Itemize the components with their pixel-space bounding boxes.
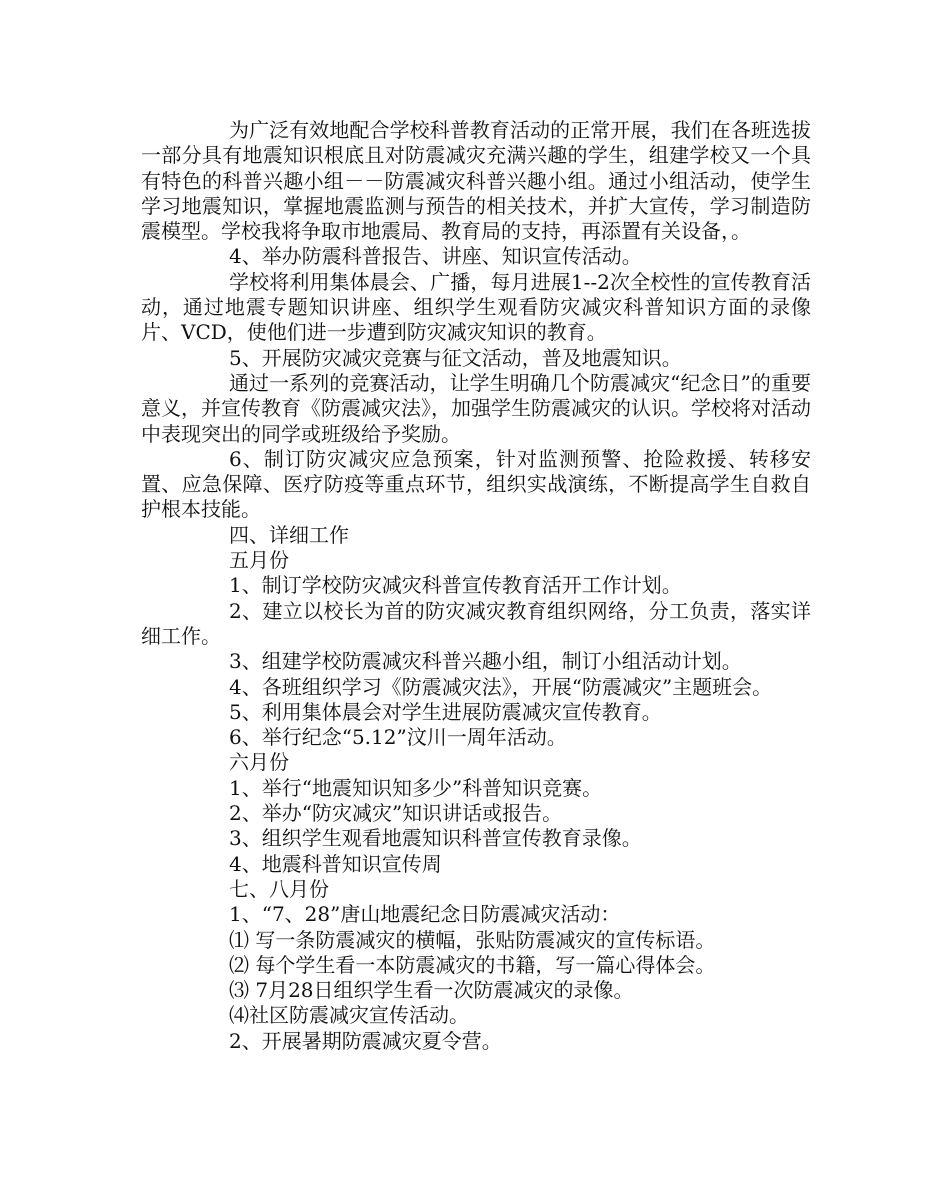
paragraph-3: 学校将利用集体晨会、广播，每月进展1--2次全校性的宣传教育活动，通过地震专题知识讲座、组织学生观看防灾减灾科普知识方面的录像片、VCD，使他们进一步遭到防灾减灾知识的教育。 bbox=[141, 269, 811, 345]
may-item-3: 3、组建学校防震减灾科普兴趣小组，制订小组活动计划。 bbox=[229, 649, 742, 674]
june-item-2: 2、举办“防灾减灾”知识讲话或报告。 bbox=[229, 801, 563, 826]
july-august-subitem-2: ⑵ 每个学生看一本防震减灾的书籍，写一篇心得体会。 bbox=[229, 952, 716, 977]
july-august-subitem-4: ⑷社区防震减灾宣传活动。 bbox=[229, 1003, 469, 1028]
june-item-3: 3、组织学生观看地震知识科普宣传教育录像。 bbox=[229, 826, 642, 851]
may-item-4: 4、各班组织学习《防震减灾法》，开展“防震减灾”主题班会。 bbox=[229, 674, 773, 699]
paragraph-1: 为广泛有效地配合学校科普教育活动的正常开展，我们在各班选拔一部分具有地震知识根底且对防震减灾充满兴趣的学生，组建学校又一个具有特色的科普兴趣小组－－防震减灾科普兴趣小组。通过小组活动，使学生学习地震知识，掌握地震监测与预告的相关技术，并扩大宣传，学习制造防震模型。学校我将争取市地震局、教育局的支持，再添置有关设备，。 bbox=[141, 118, 811, 244]
may-item-5: 5、利用集体晨会对学生进展防震减灾宣传教育。 bbox=[229, 699, 662, 724]
july-august-subitem-3: ⑶ 7月28日组织学生看一次防震减灾的录像。 bbox=[229, 978, 634, 1003]
document-body bbox=[141, 118, 811, 1054]
july-august-item-2: 2、开展暑期防震减灾夏令营。 bbox=[229, 1028, 502, 1053]
paragraph-2: 4、举办防震科普报告、讲座、知识宣传活动。 bbox=[229, 244, 642, 269]
paragraph-4: 5、开展防灾减灾竞赛与征文活动，普及地震知识。 bbox=[229, 345, 682, 370]
may-item-2: 2、建立以校长为首的防灾减灾教育组织网络，分工负责，落实详细工作。 bbox=[141, 598, 811, 648]
section-heading-detailed-work: 四、详细工作 bbox=[229, 522, 349, 547]
month-heading-may: 五月份 bbox=[229, 548, 289, 573]
may-item-1: 1、制订学校防灾减灾科普宣传教育活开工作计划。 bbox=[229, 573, 682, 598]
june-item-1: 1、举行“地震知识知多少”科普知识竞赛。 bbox=[229, 775, 603, 800]
paragraph-6: 6、制订防灾减灾应急预案，针对监测预警、抢险救援、转移安置、应急保障、医疗防疫等重点环节，组织实战演练，不断提高学生自救自护根本技能。 bbox=[141, 446, 811, 522]
may-item-6: 6、举行纪念“5.12”汶川一周年活动。 bbox=[229, 725, 567, 750]
june-item-4: 4、地震科普知识宣传周 bbox=[229, 851, 442, 876]
july-august-subitem-1: ⑴ 写一条防震减灾的横幅，张贴防震减灾的宣传标语。 bbox=[229, 927, 716, 952]
paragraph-5: 通过一系列的竞赛活动，让学生明确几个防震减灾“纪念日”的重要意义，并宣传教育《防震减灾法》，加强学生防震减灾的认识。学校将对活动中表现突出的同学或班级给予奖励。 bbox=[141, 370, 811, 446]
july-august-item-1: 1、“7、28”唐山地震纪念日防震减灾活动： bbox=[229, 902, 621, 927]
month-heading-june: 六月份 bbox=[229, 750, 289, 775]
month-heading-july-august: 七、八月份 bbox=[229, 876, 329, 901]
